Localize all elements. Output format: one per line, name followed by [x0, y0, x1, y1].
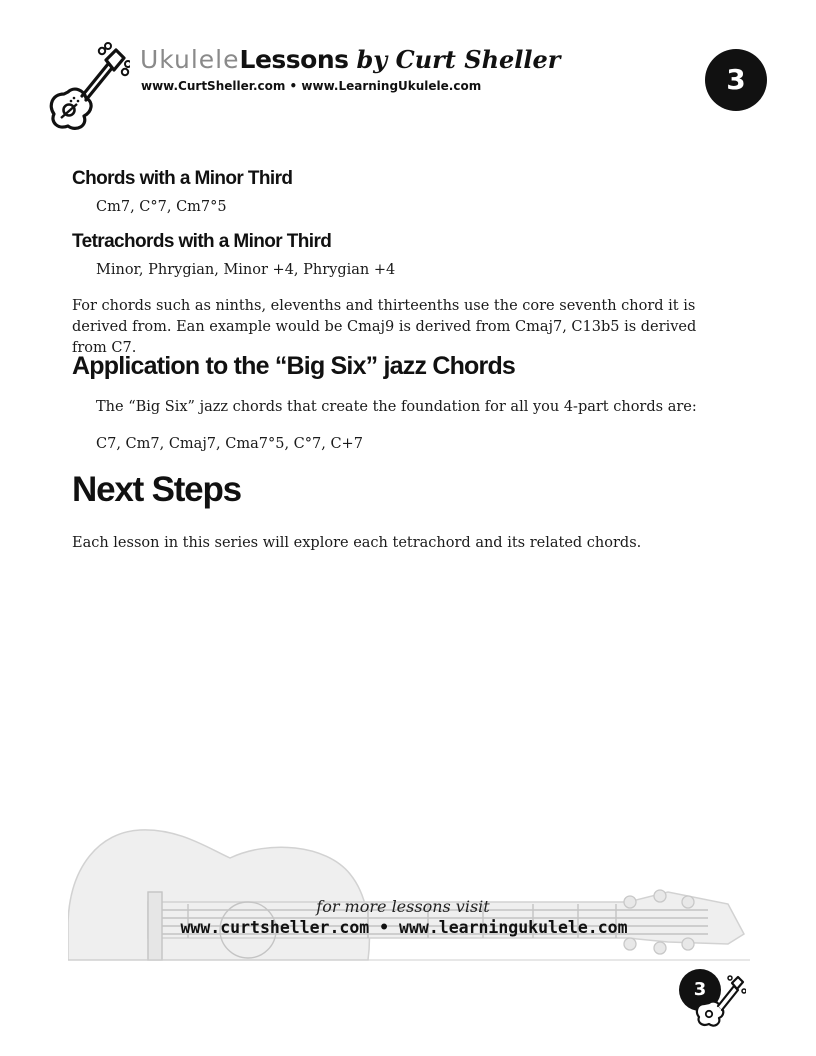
tetrachords-list: Minor, Phrygian, Minor +4, Phrygian +4 [96, 262, 396, 278]
footer-ukulele-illustration-icon [68, 826, 750, 962]
application-intro: The “Big Six” jazz chords that create the foundation for all you 4-part chords are: [96, 399, 697, 415]
footer-visit-text [0, 897, 816, 916]
big-six-chords-list: C7, Cm7, Cmaj7, Cma7°5, C°7, C+7 [96, 436, 363, 452]
tetrachords-heading: Tetrachords with a Minor Third [72, 231, 332, 252]
brand-ukulele-word: Ukulele [140, 45, 240, 74]
next-steps-text: Each lesson in this series will explore each tetrachord and its related chords. [72, 535, 642, 551]
footer-page-number-badge: 3 [679, 969, 721, 1011]
footer-urls-links[interactable]: www.curtsheller.com • www.learningukulele.com [180, 918, 628, 937]
minor-third-chords-list: Cm7, C°7, Cm7°5 [96, 199, 227, 215]
application-heading: Application to the “Big Six” jazz Chords [72, 352, 516, 380]
page-number-badge: 3 [705, 49, 767, 111]
ukulele-logo-icon [44, 42, 130, 132]
footer-visit-label: for more lessons visit [316, 897, 490, 916]
footer-ukulele-icon [694, 972, 746, 1028]
extended-chords-paragraph: For chords such as ninths, elevenths and thirteenths use the core seventh chord it is derived from. Ean example would be Cmaj9 is derived from Cmaj7, C13b5 is derived from C7. [72, 298, 697, 356]
brand-author: by Curt Sheller [356, 45, 561, 74]
footer-urls [0, 918, 816, 937]
minor-third-chords-heading: Chords with a Minor Third [72, 168, 293, 189]
header-urls: www.CurtSheller.com • www.LearningUkulele.com [141, 79, 482, 93]
brand-title [140, 44, 560, 76]
brand-lessons-word: Lessons [239, 45, 349, 74]
next-steps-heading: Next Steps [72, 470, 241, 509]
